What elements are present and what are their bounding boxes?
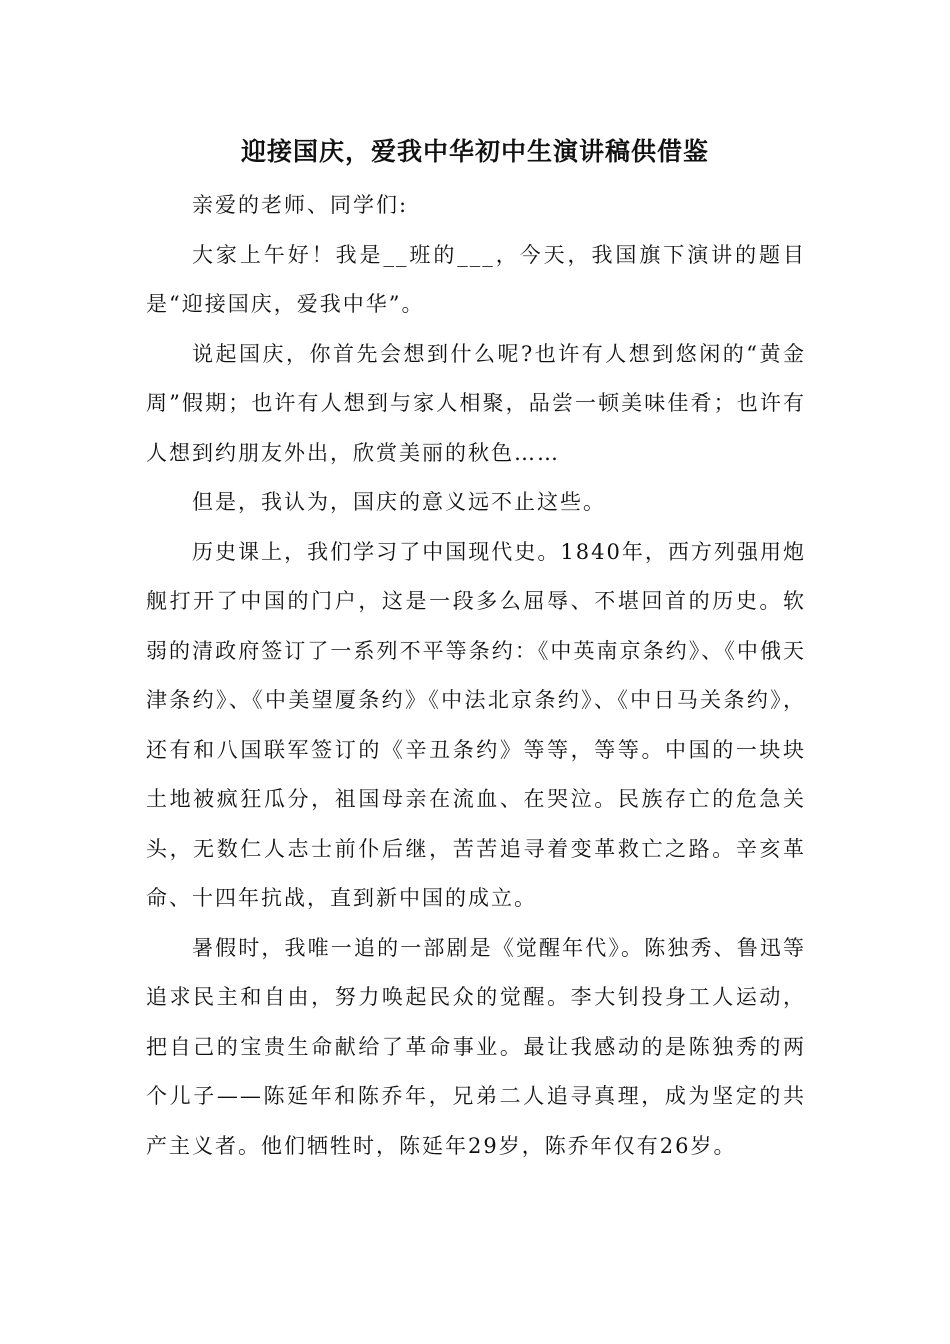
document-body (146, 181, 806, 1171)
greeting-line: 亲爱的老师、同学们: (192, 193, 409, 217)
document-title: 迎接国庆，爱我中华初中生演讲稿供借鉴 (240, 137, 709, 166)
paragraph-meaning: 但是，我认为，国庆的意义远不止这些。 (192, 490, 606, 514)
paragraph-awakening-age: 暑假时，我唯一追的一部剧是《觉醒年代》。陈独秀、鲁迅等追求民主和自由，努力唤起民众的觉醒。李大钊投身工人运动，把自己的宝贵生命献给了革命事业。最让我感动的是陈独秀的两个儿子——陈延年和陈乔年，兄弟二人追寻真理，成为坚定的共产主义者。他们牺牲时，陈延年29岁，陈乔年仅有26岁。 (146, 935, 806, 1158)
paragraph-history: 历史课上，我们学习了中国现代史。1840年，西方列强用炮舰打开了中国的门户，这是一段多么屈辱、不堪回首的历史。软弱的清政府签订了一系列不平等条约：《中英南京条约》、《中俄天津条约》、《中美望厦条约》《中法北京条约》、《中日马关条约》，还有和八国联军签订的《辛丑条约》等等，等等。中国的一块块土地被疯狂瓜分，祖国母亲在流血、在哭泣。民族存亡的危急关头，无数仁人志士前仆后继，苦苦追寻着变革救亡之路。辛亥革命、十四年抗战，直到新中国的成立。 (146, 539, 806, 910)
paragraph-opening: 大家上午好！我是__班的___，今天，我国旗下演讲的题目是“迎接国庆，爱我中华”。 (146, 242, 806, 316)
paragraph-national-day-thoughts: 说起国庆，你首先会想到什么呢?也许有人想到悠闲的“黄金周”假期；也许有人想到与家人相聚，品尝一顿美味佳肴；也许有人想到约朋友外出，欣赏美丽的秋色…… (146, 341, 806, 465)
